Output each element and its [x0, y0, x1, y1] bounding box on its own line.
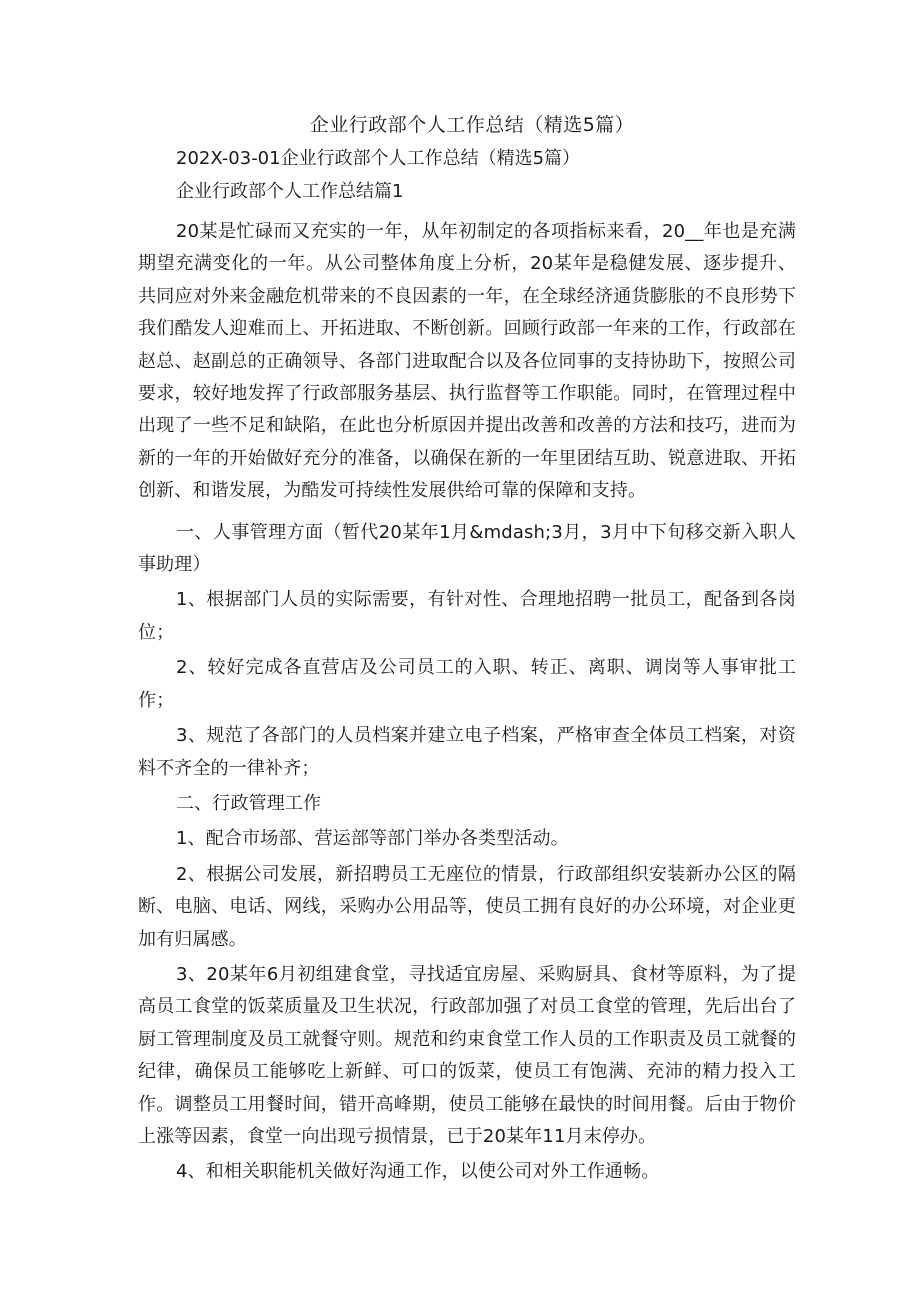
date-title-line: 202X-03-01企业行政部个人工作总结（精选5篇） — [176, 148, 581, 169]
list-item: 2、根据公司发展，新招聘员工无座位的情景，行政部组织安装新办公区的隔断、电脑、电话、网线，采购办公用品等，使员工拥有良好的办公环境，对企业更加有归属感。 — [138, 863, 796, 950]
list-item: 1、配合市场部、营运部等部门举办各类型活动。 — [176, 828, 569, 850]
intro-paragraph: 20某是忙碌而又充实的一年，从年初制定的各项指标来看，20__年也是充满期望充满变化的一年。从公司整体角度上分析，20某年是稳健发展、逐步提升、共同应对外来金融危机带来的不良因素的一年，在全球经济通货膨胀的不良形势下我们酷发人迎难而上、开拓进取、不断创新。回顾行政部一年来的工作，行政部在赵总、赵副总的正确领导、各部门进取配合以及各位同事的支持协助下，按照公司要求，较好地发挥了行政部服务基层、执行监督等工作职能。同时，在管理过程中出现了一些不足和缺陷，在此也分析原因并提出改善和改善的方法和技巧，进而为新的一年的开始做好充分的准备，以确保在新的一年里团结互助、锐意进取、开拓创新、和谐发展，为酷发可持续性发展供给可靠的保障和支持。 — [138, 221, 796, 502]
list-item: 1、根据部门人员的实际需要，有针对性、合理地招聘一批员工，配备到各岗位； — [138, 589, 796, 643]
list-item: 3、规范了各部门的人员档案并建立电子档案，严格审查全体员工档案，对资料不齐全的一律补齐； — [138, 725, 796, 779]
section-heading-admin: 二、行政管理工作 — [176, 792, 322, 814]
list-item: 3、20某年6月初组建食堂，寻找适宜房屋、采购厨具、食材等原料，为了提高员工食堂的饭菜质量及卫生状况，行政部加强了对员工食堂的管理，先后出台了厨工管理制度及员工就餐守则。规范和约束食堂工作人员的工作职责及员工就餐的纪律，确保员工能够吃上新鲜、可口的饭菜，使员工有饱满、充沛的精力投入工作。调整员工用餐时间，错开高峰期，使员工能够在最快的时间用餐。后由于物价上涨等因素，食堂一向出现亏损情景，已于20某年11月末停办。 — [138, 963, 796, 1147]
section-heading-personnel: 一、人事管理方面（暂代20某年1月&mdash;3月，3月中下旬移交新入职人事助理） — [138, 521, 796, 576]
list-item: 4、和相关职能机关做好沟通工作，以使公司对外工作通畅。 — [176, 1161, 660, 1183]
document-body — [138, 110, 796, 1189]
list-item: 2、较好完成各直营店及公司员工的入职、转正、离职、调岗等人事审批工作； — [138, 657, 796, 711]
document-title: 企业行政部个人工作总结（精选5篇） — [309, 114, 635, 136]
section-subtitle: 企业行政部个人工作总结篇1 — [176, 181, 404, 202]
